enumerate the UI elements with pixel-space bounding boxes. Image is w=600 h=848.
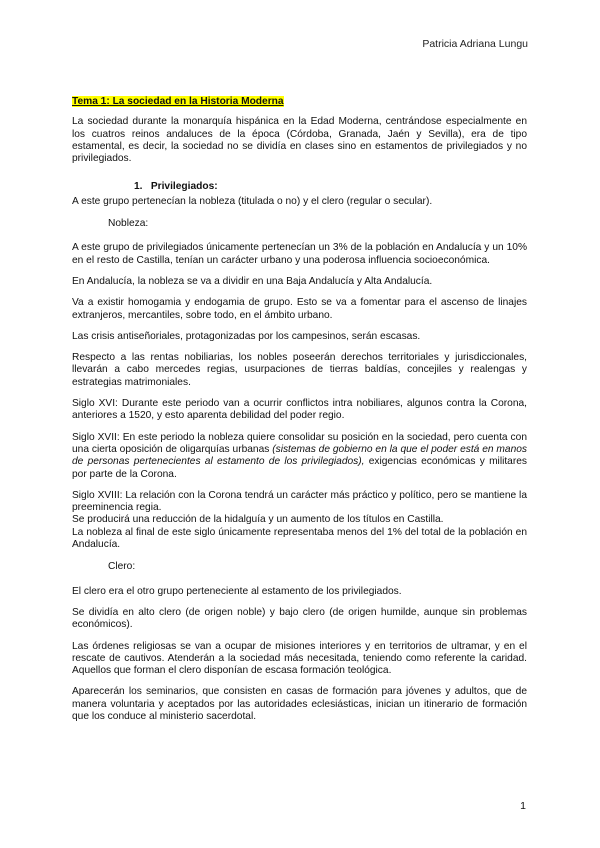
section-heading-text: Privilegiados: xyxy=(150,181,218,193)
subheading-nobleza: Nobleza: xyxy=(108,218,149,230)
document-title: Tema 1: La sociedad en la Historia Moderna xyxy=(72,96,284,107)
intro-paragraph: La sociedad durante la monarquía hispánica en la Edad Moderna, centrándose especialmente en los cuatros reinos andaluces de la época (Córdoba, Granada, Jaén y Sevilla), era de tipo estamental, es decir, la sociedad no se dividía en clases sino en estamentos de privilegiados y no privilegiados. xyxy=(72,116,527,165)
oligarquias-definition: (sistemas de gobierno en la que el poder está en manos de personas pertenecientes al estamento de los privilegiados), xyxy=(72,443,527,468)
nobleza-paragraph: En Andalucía, la nobleza se va a dividir en una Baja Andalucía y Alta Andalucía. xyxy=(72,275,433,287)
clero-paragraph: Se dividía en alto clero (de origen noble) y bajo clero (de origen humilde, aunque sin problemas económicos). xyxy=(72,606,527,631)
siglo-xviii-paragraph: Siglo XVIII: La relación con la Corona tendrá un carácter más práctico y político, pero se mantiene la preeminencia regia. xyxy=(72,489,527,514)
siglo-xvii-text: Siglo XVII: En este periodo la nobleza quiere consolidar su posición en la sociedad, pero cuenta con una cierta oposición de oligarquías urbanas xyxy=(72,431,527,455)
document-body xyxy=(72,96,527,732)
siglo-xvi-paragraph: Siglo XVI: Durante este periodo van a ocurrir conflictos intra nobiliares, algunos contra la Corona, anteriores a 1520, y esto aparenta debilidad del poder regio. xyxy=(72,398,527,422)
section-number: 1. xyxy=(134,181,143,193)
header-author: Patricia Adriana Lungu xyxy=(422,38,528,50)
nobleza-paragraph: A este grupo de privilegiados únicamente pertenecían un 3% de la población en Andalucía y un 10% en el resto de Castilla, tenían un carácter urbano y una poderosa influencia socioeconómica. xyxy=(72,242,527,266)
clero-paragraph: Las órdenes religiosas se van a ocupar de misiones interiores y en territorios de ultramar, y en el rescate de cautivos. Atenderán a la sociedad más necesitada, teniendo como referente la caridad. Aquellos que forman el clero disponían de escasa formación teológica. xyxy=(72,640,527,677)
section-heading-privilegiados xyxy=(134,181,527,193)
siglo-xvii-paragraph xyxy=(72,432,527,481)
siglo-xviii-paragraph: Se producirá una reducción de la hidalguía y un aumento de los títulos en Castilla. xyxy=(72,514,444,526)
nobleza-paragraph: Va a existir homogamia y endogamia de grupo. Esto se va a fomentar para el ascenso de linajes extranjeros, mercantiles, sobre todo, en el ámbito urbano. xyxy=(72,297,527,321)
clero-paragraph: El clero era el otro grupo perteneciente al estamento de los privilegiados. xyxy=(72,585,402,597)
siglo-xvii-text-end: exigencias económicas y militares por parte de la Corona. xyxy=(72,456,527,480)
subheading-clero: Clero: xyxy=(108,561,136,573)
clero-paragraph: Aparecerán los seminarios, que consisten en casas de formación para jóvenes y adultos, que de manera voluntaria y aceptados por las autoridades eclesiásticas, inician un itinerario de formación que los conduce al ministerio sacerdotal. xyxy=(72,686,527,722)
siglo-xviii-paragraph: La nobleza al final de este siglo únicamente representaba menos del 1% del total de la población en Andalucía. xyxy=(72,526,527,551)
nobleza-paragraph: Las crisis antiseñoriales, protagonizadas por los campesinos, serán escasas. xyxy=(72,330,421,342)
page-number: 1 xyxy=(520,800,526,812)
nobleza-paragraph: Respecto a las rentas nobiliarias, los nobles poseerán derechos territoriales y jurisdiccionales, llevarán a cabo mercedes regias, usurpaciones de tierras baldías, concejiles y realengas y estrategias matrimoniales. xyxy=(72,352,527,388)
section-intro: A este grupo pertenecían la nobleza (titulada o no) y el clero (regular o secular). xyxy=(72,195,433,207)
